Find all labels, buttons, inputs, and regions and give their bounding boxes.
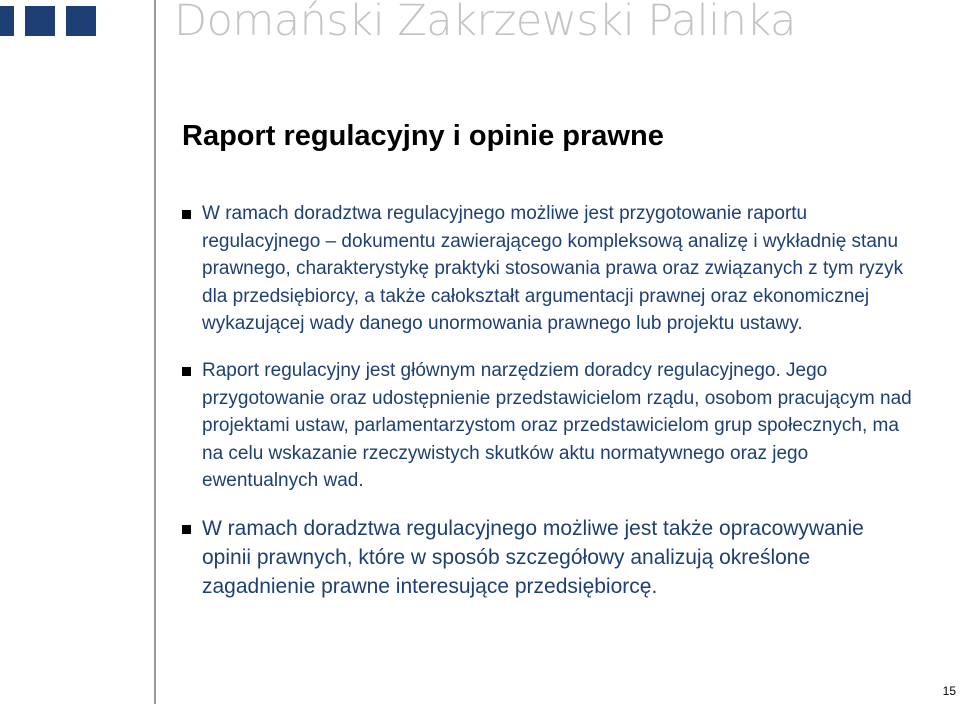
firm-logo [0, 6, 96, 38]
square-bullet-icon [182, 525, 191, 534]
square-bullet-icon [182, 210, 191, 219]
page-number: 15 [942, 684, 956, 698]
bullet-text: Raport regulacyjny jest głównym narzędziem doradcy regulacyjnego. Jego przygotowanie oraz udostępnienie przedstawicielom rządu, osobom pracującym nad projektami ustaw, parlamentarzystom oraz przedstawicielom grup społecznych, ma na celu wskazanie rzeczywistych skutków aktu normatywnego oraz jego ewentualnych wad. [202, 359, 912, 492]
header-divider [154, 0, 156, 704]
bullet-list [182, 200, 917, 620]
square-bullet-icon [182, 367, 191, 376]
logo-square-icon [25, 6, 55, 36]
slide-title: Raport regulacyjny i opinie prawne [182, 120, 664, 152]
list-item [182, 514, 917, 601]
logo-square-icon [0, 6, 14, 36]
logo-square-icon [66, 6, 96, 36]
bullet-text: W ramach doradztwa regulacyjnego możliwe jest przygotowanie raportu regulacyjnego – dokumentu zawierającego kompleksową analizę i wykładnię stanu prawnego, charakterystykę praktyki stosowania prawa oraz związanych z tym ryzyk dla przedsiębiorcy, a także całokształt argumentacji prawnej oraz ekonomicznej wykazującej wady danego unormowania prawnego lub projektu ustawy. [202, 203, 904, 335]
bullet-text: W ramach doradztwa regulacyjnego możliwe jest także opracowywanie opinii prawnych, które w sposób szczegółowy analizują określone zagadnienie prawne interesujące przedsiębiorcę. [202, 516, 864, 598]
firm-name: Domański Zakrzewski Palinka [174, 0, 796, 46]
list-item [182, 357, 917, 495]
list-item [182, 200, 917, 338]
